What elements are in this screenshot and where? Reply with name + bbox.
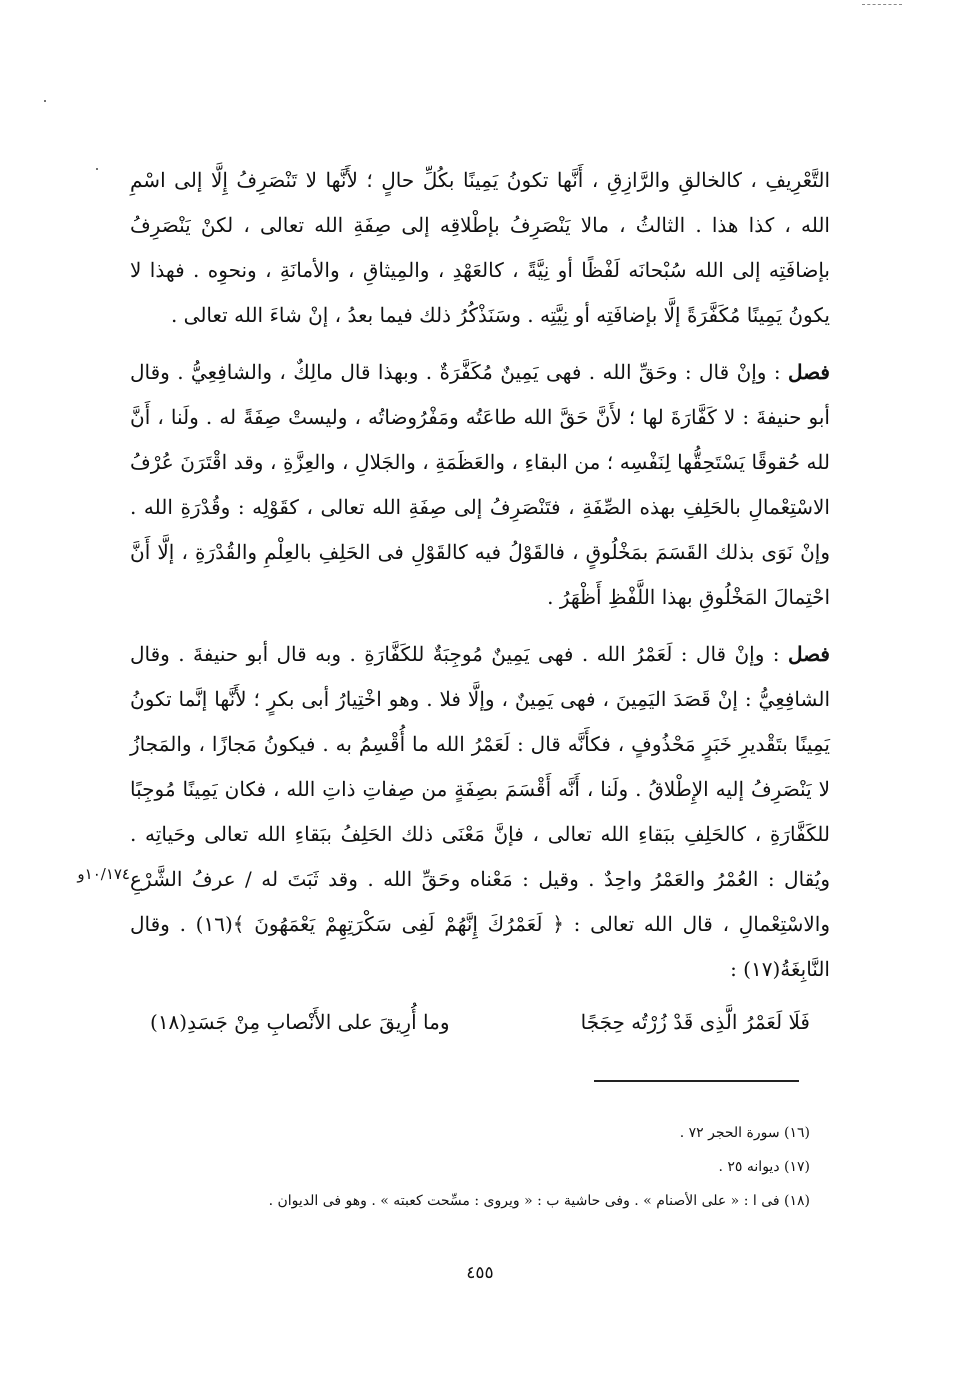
footnote: (١٦) سورة الحجر ٧٢ . <box>679 1125 810 1141</box>
margin-folio-note: ١٠/١٧٤و <box>77 865 130 883</box>
footnotes <box>180 1116 810 1218</box>
footnote-separator <box>594 1080 799 1082</box>
footnote: (١٧) ديوانه ٢٥ . <box>718 1159 810 1175</box>
fasl-label: فصل <box>787 642 830 666</box>
poetry-verse <box>150 1000 810 1044</box>
verse-second-hemistich: وما أُرِيقَ على الأَنْصابِ مِنْ جَسَدِ(١٨) <box>150 1010 450 1034</box>
paragraph-text: : وإنْ قال : لَعَمْرُ الله . فهى يَمِينٌ مُوجِبَةٌ للكَفَّارَةِ . وبه قال أبو حنيفةَ . وقال الشافِعِيُّ : إنْ قَصَدَ اليَمِينَ ، فهى يَمِينٌ ، وإلَّا فلا . وهو اخْتِيارُ أبى بكرٍ ؛ لأَنَّها إنَّما تكونُ يَمِينًا بتَقْديرِ خَبَرٍ مَحْذُوفٍ ، فكأَنَّه قال : لَعَمْرُ الله ما أُقْسِمُ به . فيكونُ مَجازًا ، والمَجازُ لا يَنْصَرِفُ إليه الإِطْلاقُ . ولَنا ، أَنَّه أَقْسَمَ بصِفَةٍ من صِفاتِ ذاتِ الله ، فكان يَمِينًا مُوجِبًا للكَفَّارَةِ ، كالحَلِفِ ببَقاءِ الله تعالى ، فإنَّ مَعْنَى ذلك الحَلِفُ ببَقاءِ الله تعالى وحَياتِه . ويُقال : العُمْرُ والعَمْرُ واحِدٌ . وقيل : مَعْناه وحَقِّ الله . وقد ثَبَتَ له / عرفُ الشَّرْعِ والاسْتِعْمالِ ، قال الله تعالى : ﴿ لَعَمْرُكَ إِنَّهُمْ لَفِى سَكْرَتِهِمْ يَعْمَهُونَ ﴾(١٦) . وقال النَّابِغَةُ(١٧) : <box>130 642 831 981</box>
corner-mark <box>862 4 902 5</box>
fasl-label: فصل <box>787 360 830 384</box>
speck <box>44 100 46 102</box>
paragraph-text: : وإنْ قال : وحَقِّ الله . فهى يَمِينٌ مُكَفَّرَةٌ . وبهذا قال مالِكٌ ، والشافِعِيُّ . وقال أبو حنيفةَ : لا كَفَّارَةَ لها ؛ لأَنَّ حَقَّ الله طاعَتُه ومَفْرُوضاتُه ، وليستْ صِفَةً له . ولَنا ، أَنَّ لله حُقوقًا يَسْتَحِقُّها لِنَفْسِه ؛ من البقاءِ ، والعَظَمَةِ ، والجَلالِ ، والعِزَّةِ ، وقد اقْتَرَنَ عُرْفُ الاسْتِعْمالِ بالحَلِفِ بهذه الصِّفَةِ ، فتَنْصَرِفُ إلى صِفَةِ الله تعالى ، كقَوْلِه : وقُدْرَةِ الله . وإنْ نَوَى بذلك القَسَمَ بمَخْلُوقٍ ، فالقَوْلُ فيه كالقَوْلِ فى الحَلِفِ بالعِلْمِ والقُدْرَةِ ، إلَّا أَنَّ احْتِمالَ المَخْلُوقِ بهذا اللَّفْظِ أَظْهَرُ . <box>130 360 830 609</box>
page-number: ٤٥٥ <box>466 1263 494 1283</box>
paragraph-2 <box>130 350 830 620</box>
footnote: (١٨) فى ا : « على الأصنام » . وفى حاشية ب : « ويروى : مسِّحت كعبته » . وهو فى الديوان . <box>268 1193 810 1209</box>
verse-first-hemistich: فَلَا لَعَمْرُ الَّذِى قَدْ زُرْتُه حِجَجًا <box>580 1010 810 1034</box>
paragraph-1 <box>130 158 830 338</box>
speck <box>96 168 98 170</box>
paragraph-3 <box>130 632 830 992</box>
paragraph-text: التَّعْرِيفِ ، كالخالقِ والرَّازِقِ ، أَنَّها تكونُ يَمِينًا بكُلِّ حالٍ ؛ لأَنَّها لا تَنْصَرِفُ إِلَّا إلى اسْمِ الله ، كذا هذا . الثالثُ ، مالا يَنْصَرِفُ بإطْلاقِه إلى صِفَةِ الله تعالى ، لكنْ يَنْصَرِفُ بإضافَتِه إلى الله سُبْحانَه لَفْظًا أو نِيَّةً ، كالعَهْدِ ، والمِيثاقِ ، والأمانَةِ ، ونحوِه . فهذا لا يكونُ يَمِينًا مُكَفَّرَةً إلَّا بإضافَتِه أو نِيَّتِه . وسَنَذْكُرُ ذلك فيما بعدُ ، إنْ شاءَ الله تعالى . <box>130 168 830 327</box>
